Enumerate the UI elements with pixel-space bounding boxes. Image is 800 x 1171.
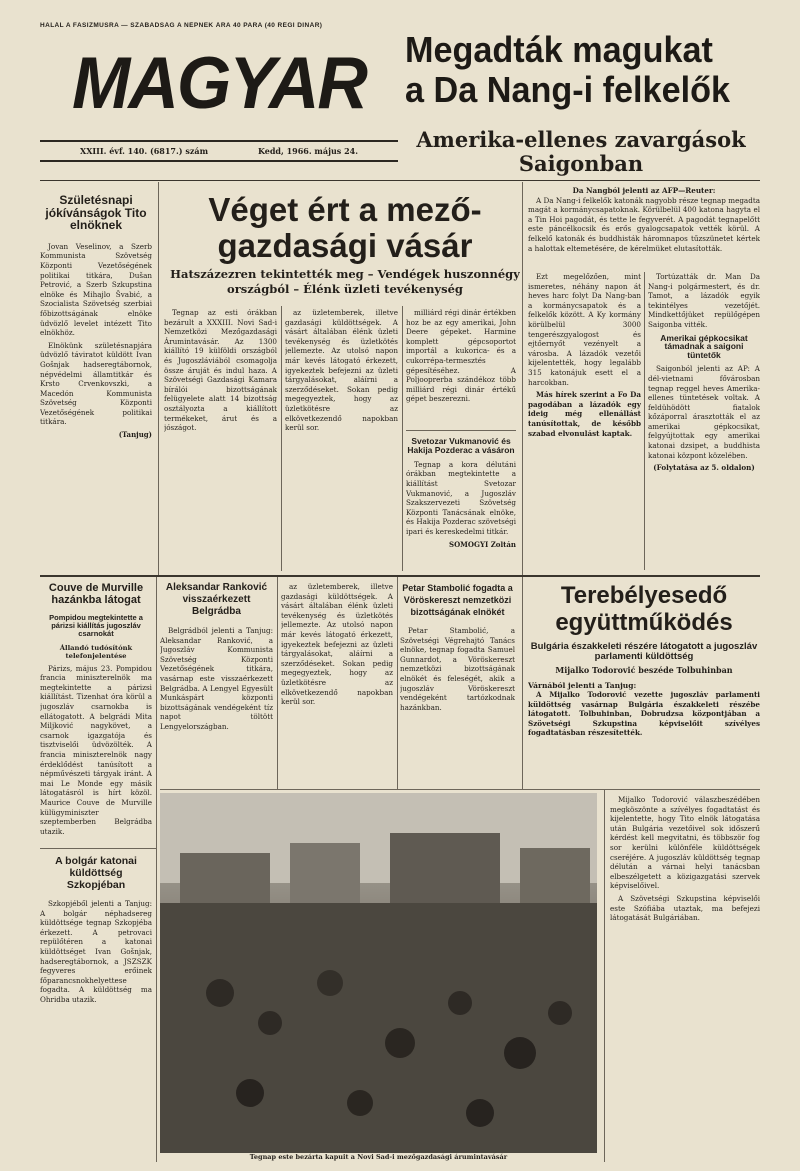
stambolic-title: Petar Stambolić fogadta a Vöröskereszt nemzetközi bizottságának elnökét: [402, 583, 513, 617]
cooperation-body2: A Szövetségi Szkupstina képviselői este Szófiába utaztak, ma befejezi látogatását Bulgáriában.: [610, 893, 760, 923]
birthday-body2: Elnökünk születésnapjára üdvözlő táviratot küldött Ivan Gošnjak hadseregtábornok, népvédelmi államtitkár és Krsto Crvenkovszki, a Macedón Kommunista Szövetség Központi Vezetőségének politikai titkára.: [40, 340, 152, 427]
rankovic-article: [160, 582, 273, 787]
fair-col3-text: milliárd régi dinár értékben hoz be az egy amerikai, John Deere gépeket. Harmine komplett gépcsoportot importál a kukorica- és a cukorrépa-termesztés gépesítéséhez. A Poljooprerba szándékoz több milliárd régi dinár értékű gépet beszerezni.: [406, 308, 516, 404]
military-article: [40, 855, 152, 1155]
rankovic-body: Belgrádból jelenti a Tanjug: Aleksandar Ranković, a Jugoszláv Kommunista Szövetség Központi Vezetőségének titkára, vasárnap este visszaérkezett Belgrádba. A Lengyel Egyesült Munkáspárt központi bizottságának vendégeként tíz napot töltött Lengyelországban.: [160, 626, 273, 731]
stambolic-article: [400, 582, 515, 787]
photo-caption: Tegnap este bezárta kapuit a Novi Sad-i mezőgazdasági árumintavásár: [249, 1153, 508, 1161]
murville-article: [40, 582, 152, 840]
fair-title: [170, 192, 520, 264]
lead-headline-line1: Megadták magukat: [405, 30, 713, 70]
fair-title-line2: gazdasági vásár: [217, 227, 473, 264]
military-body: Szkopjéből jelenti a Tanjug: A bolgár néphadsereg küldöttsége tegnap Szkopjéba érkezett. A petrovaci repülőtéren a katonai küldöttséget Ivan Gošnjak, hadseregtábornok, a JSZSZK fegyveres erőinek főparancsnokhelyettese fogadta. A küldöttség ma Ohridba utazik.: [40, 899, 152, 1004]
cooperation-byline: Mijalko Todorović beszéde Tolbuhinban: [555, 664, 733, 675]
lead-subhead: Amerika-ellenes zavargások Saigonban: [416, 128, 746, 176]
cooperation-intro: Várnából jelenti a Tanjug:: [528, 680, 637, 690]
newspaper-logo: MAGYAR: [72, 42, 366, 124]
fair-col2: [285, 308, 398, 570]
cooperation-title-line1: Terebélyesedő: [560, 582, 728, 609]
murville-subtitle: Pompidou megtekintette a párizsi kiállítás jugoszláv csarnokát: [49, 613, 143, 638]
fair-col1: [164, 308, 277, 570]
fair-col1-text: Tegnap az esti órákban bezárult a XXXIII. Novi Sad-i Nemzetközi Mezőgazdasági Árumintavásár. Az 1300 kiállító 19 külföldi országból és Jugoszláviából csomagolja össze áruját és indul haza. A Szövetségi Gazdasági Kamara bírálói bizottságának felügyelete alatt 14 bizottság osztályozta a kiállított termékeket, árut és a jószágot.: [164, 308, 277, 433]
cooperation-continuation: [610, 795, 760, 1155]
fair-continuation-1: [281, 582, 393, 787]
fair-col3: [406, 308, 516, 428]
stambolic-body: Petar Stambolić, a Szövetségi Végrehajtó Tanács elnöke, tegnap fogadta Samuel Gunnardot, a Vöröskereszt nemzetközi bizottságának elnökét és feleségét, akik a jugoszláv Vöröskereszt vendégeként tartózkodnak hazánkban.: [400, 626, 515, 712]
fair-continuation-1-text: az üzletemberek, illetve gazdasági küldöttségek. A vásárt általában élénk üzleti tevékenység és üzletkötés jellemezte. Az utolsó napon már kevés látogató érkezett, igyekeztek befejezni az üzleti tárgyalásokat, aláírni a szerződéseket. Sokan pedig megegyeztek, hogy az üzletkötésre az elkövetkezendő napokban kerül sor.: [281, 582, 393, 707]
murville-note: Állandó tudósítónk telefonjelentése: [59, 643, 133, 660]
cooperation-article: [528, 582, 760, 787]
lead-para4: Tortúzatták dr. Man Da Nang-i polgármestert, és dr. Tamot, a lázadók egyik tekintélyes vezetőjét. Mindkettőjüket repülőgépen Saigonba vitték.: [648, 272, 760, 329]
cooperation-title: [528, 582, 760, 636]
murville-title: Couve de Murville hazánkba látogat: [48, 582, 144, 606]
lead-headline-line2: a Da Nang-i felkelők: [405, 69, 731, 110]
fair-photo: [160, 793, 597, 1153]
fair-box-body: Tegnap a kora délutáni órákban megtekintette a kiállítást Svetozar Vukmanović, a Jugoszláv Szakszervezeti Szövetség Központi Tanácsának elnöke, és Hakija Pozderac szövetségi ipari és kereskedelmi titkár.: [406, 459, 516, 536]
birthday-article: [40, 186, 152, 571]
fair-box-signature: SOMOGYI Zoltán: [449, 539, 516, 549]
lead-continued: (Folytatása az 5. oldalon): [653, 463, 755, 473]
birthday-title: Születésnapi jókívánságok Tito elnöknek: [45, 193, 147, 233]
fair-col2-text: az üzletemberek, illetve gazdasági küldöttségek. A vásárt általában élénk üzleti tevékenység és üzletkötés jellemezte. Az utolsó napon már kevés látogató érkezett, igyekeztek befejezni az üzleti tárgyalásokat, aláírni a szerződéseket. Sokan pedig megegyeztek, hogy az üzletkötésre az elkövetkezendő napokban kerül sor.: [285, 308, 398, 433]
cooperation-subtitle: Bulgária északkeleti részére látogatott a jugoszláv parlamenti küldöttség: [530, 641, 758, 662]
issue-number: XXIII. évf. 140. (6817.) szám: [80, 146, 209, 156]
fair-box-title: Svetozar Vukmanović és Hakija Pozderac a vásáron: [407, 436, 515, 455]
fair-box: [406, 430, 516, 570]
lead-col2: [648, 272, 760, 570]
lead-top: [528, 186, 760, 270]
crowd-photo-icon: [160, 793, 597, 1153]
issue-date: Kedd, 1966. május 24.: [257, 146, 358, 156]
cooperation-lead: A Mijalko Todorović vezette jugoszláv parlamenti küldöttség vasárnap Bulgária északkeleti részébe látogatott. Tolbuhinban, Dobrudzsa központjában a Szövetségi Szkupstina képviselőit szívélyes fogadtatásban részesítették.: [528, 689, 760, 738]
lead-para3: Más hírek szerint a Fo Da pagodában a lázadók egy ideig még ellenállást tanúsítottak, de később szabad elvonulást kaptak.: [528, 390, 641, 438]
lead-col1: [528, 272, 641, 570]
lead-headline: [405, 30, 742, 110]
birthday-signature: (Tanjug): [118, 430, 152, 440]
lead-intro: Da Nangból jelenti az AFP—Reuter:: [572, 186, 716, 195]
cooperation-body: Mijalko Todorović válaszbeszédében megköszönte a szívélyes fogadtatást és kijelentette, hogy Tito elnök látogatása után Bulgária vezetőivel sok időszerű kérdést kell megvitatni, és többször fog sor kerülni különféle küldöttségek cseréjére. A jugoszláv küldöttség tegnap délután a várnai helyi tanácsban elbeszélgetett a közigazgatási szervek képviselőivel.: [610, 795, 760, 891]
fair-title-line1: Véget ért a mező-: [208, 192, 482, 228]
lead-para1: A Da Nang-i felkelők katonák nagyobb része tegnap megadta magát a kormánycsapatoknak. Körülbelül 400 katona hagyta el a Tin Hoi pagodát, és tette le fegyverét. A pagodát tegnapelőtt este páncélkocsik és erős gyalogcsapatok vették körül. A felkelő katonák és buddhisták háromnapos tűzszünetet kértek a halottak eltemetésére, de kérelmüket elutasították.: [528, 195, 760, 253]
birthday-body1: Jovan Veselinov, a Szerb Kommunista Szövetség Központi Vezetőségének politikai titkára, Dušan Petrović, a Szerb Szkupstina elnöke és Mihajlo Švabić, a Szocialista Szövetség szerbiai főbizottságának elnöke üdvözlő levelet intézett Tito elnökhöz.: [40, 241, 152, 338]
rankovic-title: Aleksandar Ranković visszaérkezett Belgrádba: [165, 582, 268, 617]
military-title: A bolgár katonai küldöttség Szkopjéban: [55, 855, 137, 891]
cooperation-title-line2: együttműködés: [555, 609, 733, 636]
lead-para2: Ezt megelőzően, mint ismeretes, néhány napon át heves harc folyt Da Nang-ban a kormánycsapatok és a felkelők között. A Ky kormány körülbelül 3000 tengerészgyalogost és ejtőernyőt vezényelt a városba. A lázadók vezetői kijelentették, hogy legalább 315 katonájuk esett el a harcokban.: [528, 272, 641, 387]
lead-section2-title: Amerikai gépkocsikat támadnak a saigoni tüntetők: [660, 332, 748, 361]
fair-subtitle: Hatszázezren tekintették meg – Vendégek huszonnégy országból – Élénk üzleti tevékenység: [170, 267, 520, 296]
lead-section2-body: Saigonból jelenti az AP: A dél-vietnami fővárosban tegnap reggel heves Amerika-ellenes tüntetések voltak. A feldühödött fiatalok kőzáporral árasztották el az amerikai gépkocsikat, felgyújtottak egy amerikai katonai dzsipet, a buddhista katonai központ közelében.: [648, 364, 760, 460]
masthead-topline: HALÁL A FASIZMUSRA — SZABADSÁG A NÉPNEK ÁRA 40 PARA (40 RÉGI DINÁR): [40, 22, 323, 29]
murville-body: Párizs, május 23. Pompidou francia miniszterelnök ma megtekintette a párizsi kiállítást. Tizenhat óra körül a jugoszláv csarnokba is ellátogatott. A belgrádi Mita Miljković nagykövet, a csarnok igazgatója és tisztviselői üdvözölték. A francia miniszterelnök nagy érdeklődést tanúsított a népművészeti tárgyak iránt. A mai Le Monde egy másik látogatásról is hírt közöl. Maurice Couve de Murville külügyminiszter szeptemberben Belgrádba utazik.: [40, 663, 152, 836]
issue-line: [40, 146, 398, 156]
murville-signature: [40, 839, 152, 840]
